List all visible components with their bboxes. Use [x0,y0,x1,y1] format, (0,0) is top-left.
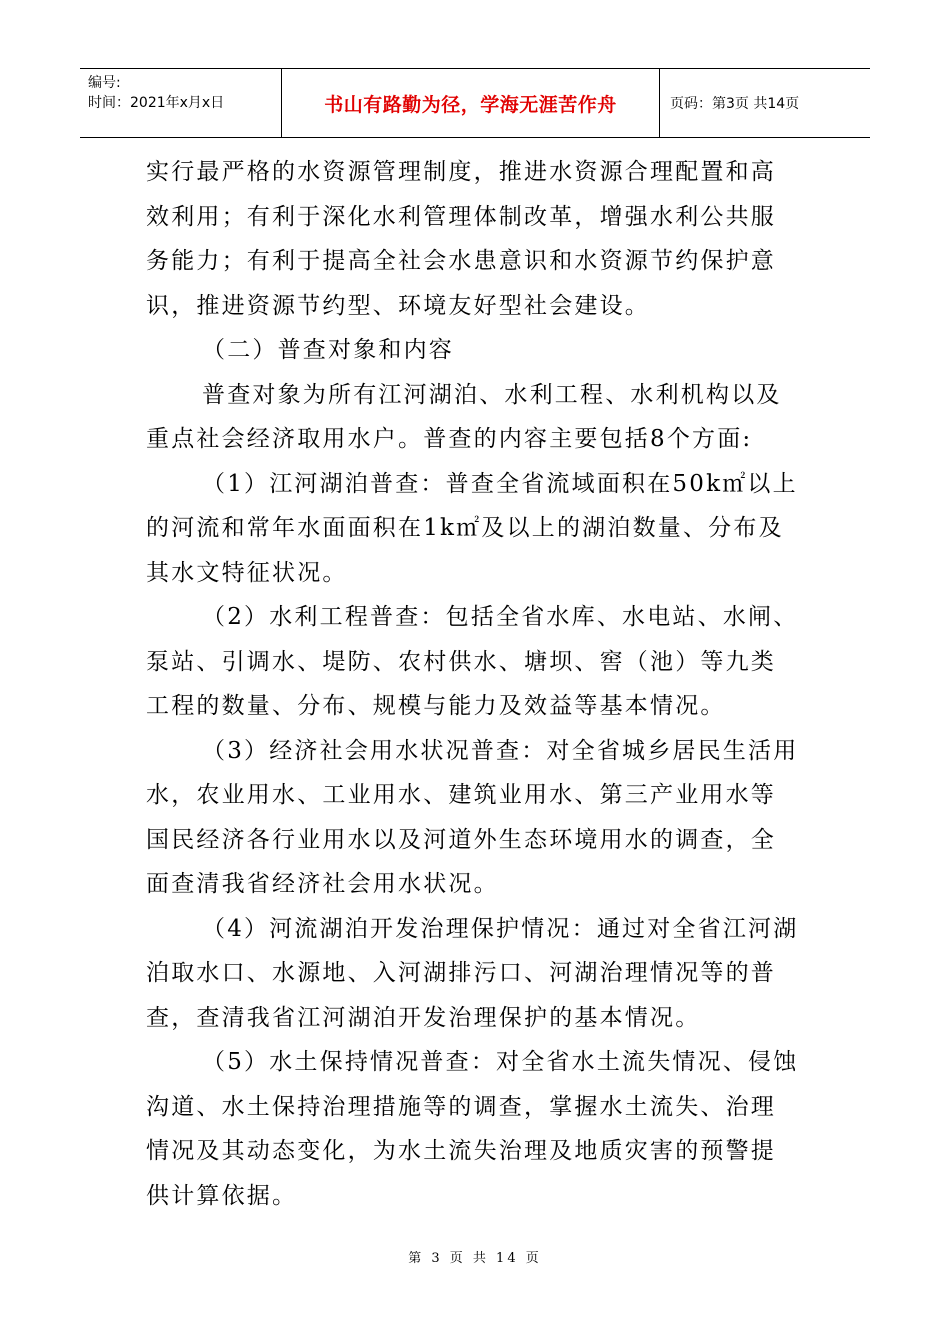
body-line: 普查对象为所有江河湖泊、水利工程、水利机构以及 [202,381,782,408]
body-line: （1）江河湖泊普查：普查全省流域面积在50k㎡以上 [202,470,798,497]
body-line: （4）河流湖泊开发治理保护情况：通过对全省江河湖 [202,915,799,942]
time-label: 时间：2021年x月x日 [88,95,225,111]
body-line: 水，农业用水、工业用水、建筑业用水、第三产业用水等 [146,782,776,808]
header-motto: 书山有路勤为径，学海无涯苦作舟 [282,69,660,137]
body-line: 工程的数量、分布、规模与能力及效益等基本情况。 [146,693,726,719]
page-footer: 第 3 页 共 14 页 [408,1251,542,1266]
body-line: 查，查清我省江河湖泊开发治理保护的基本情况。 [146,1004,701,1031]
body-line: 泵站、引调水、堤防、农村供水、塘坝、窖（池）等九类 [146,648,776,675]
header-meta-cell [80,69,282,137]
body-line: （5）水土保持情况普查：对全省水土流失情况、侵蚀 [202,1049,799,1075]
body-line: 识，推进资源节约型、环境友好型社会建设。 [146,292,650,319]
body-line: 泊取水口、水源地、入河湖排污口、河湖治理情况等的普 [146,960,776,986]
body-line: 效利用；有利于深化水利管理体制改革，增强水利公共服 [146,203,776,230]
body-line: 重点社会经济取用水户。普查的内容主要包括8个方面: [146,426,753,452]
header-page-info: 页码：第3页 共14页 [670,96,800,112]
body-line: 的河流和常年水面面积在1k㎡及以上的湖泊数量、分布及 [146,515,784,541]
body-line: 务能力；有利于提高全社会水患意识和水资源节约保护意 [146,248,776,274]
body-line: 实行最严格的水资源管理制度，推进水资源合理配置和高 [146,159,776,185]
body-line: 供计算依据。 [146,1182,298,1209]
body-line: 沟道、水土保持治理措施等的调查，掌握水土流失、治理 [146,1093,776,1120]
body-line: 情况及其动态变化，为水土流失治理及地质灾害的预警提 [146,1138,776,1164]
page-header [80,68,870,138]
document-body [146,150,806,1218]
body-line: 其水文特征状况。 [146,559,348,586]
body-line: 国民经济各行业用水以及河道外生态环境用水的调查，全 [146,826,776,853]
number-label: 编号: [88,75,121,91]
body-line: （3）经济社会用水状况普查：对全省城乡居民生活用 [202,737,799,764]
body-line: 面查清我省经济社会用水状况。 [146,871,499,897]
section-heading: （二）普查对象和内容 [202,337,454,363]
body-line: （2）水利工程普查：包括全省水库、水电站、水闸、 [202,604,799,630]
